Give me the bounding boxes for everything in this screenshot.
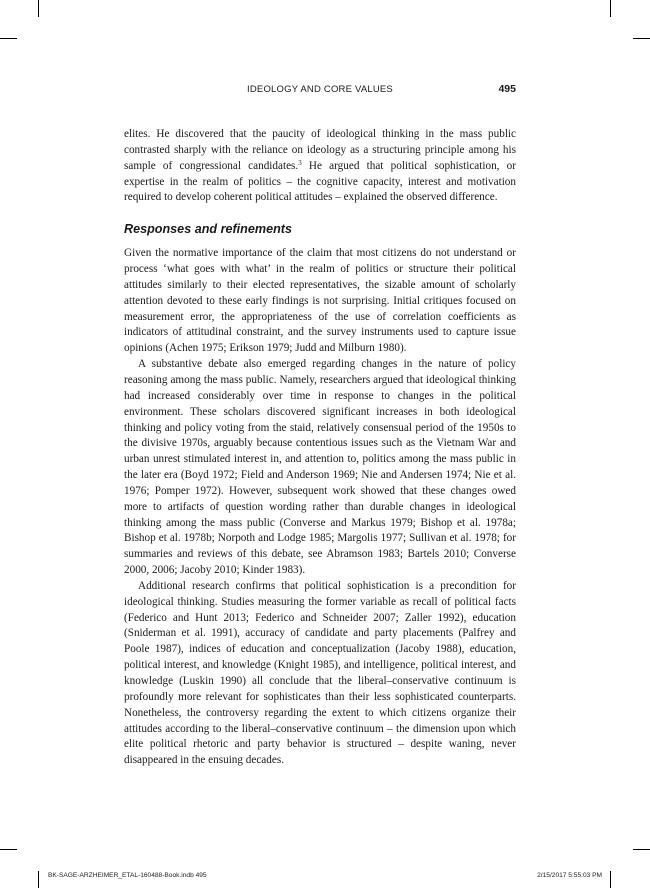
crop-mark <box>38 871 39 888</box>
running-head <box>124 82 516 98</box>
section-heading: Responses and refinements <box>124 222 292 237</box>
print-timestamp: 2/15/2017 5:55:03 PM <box>537 872 602 879</box>
paragraph: Given the normative importance of the claim that most citizens do not understand or process ‘what goes with what’ in the realm of politics or structure their political attitudes similarly to their elected representatives, the sizable amount of scholarly attention devoted to these early findings is not surprising. Initial critiques focused on measurement error, the appropriateness of the use of correlation coefficients as indicators of attitudinal constraint, and the survey instruments used to capture issue opinions (Achen 1975; Erikson 1979; Judd and Milburn 1980). <box>124 247 516 355</box>
paragraph: Additional research confirms that political sophistication is a precondition for ideological thinking. Studies measuring the former variable as recall of political facts (Federico and Hunt 2013; Federico and Schneider 2007; Zaller 1992), education (Sniderman et al. 1991), accuracy of candidate and party placements (Palfrey and Poole 1987), indices of education and conceptualization (Jacoby 1988), education, political interest, and knowledge (Knight 1985), and intelligence, political interest, and knowledge (Luskin 1990) all conclude that the liberal–conservative continuum is profoundly more relevant for sophisticates than their less sophisticated counterparts. Nonetheless, the controversy regarding the extent to which citizens organize their attitudes according to the liberal–conservative continuum – the dimension upon which elite political rhetoric and party behavior is structured – despite waning, never disappeared in the ensuing decades. <box>124 579 516 767</box>
crop-mark <box>633 38 650 39</box>
crop-mark <box>38 0 39 17</box>
paragraph <box>124 127 516 206</box>
page-number: 495 <box>498 83 516 95</box>
crop-mark <box>633 849 650 850</box>
crop-mark <box>610 871 611 888</box>
paragraph-text: He argued that political sophistication, or expertise in the realm of politics – the cognitive capacity, interest and motivation required to develop coherent political attitudes – explained the observed difference. <box>124 159 516 204</box>
crop-mark <box>610 0 611 17</box>
paragraph: A substantive debate also emerged regarding changes in the nature of policy reasoning among the mass public. Namely, researchers argued that ideological thinking had increased considerably over time in response to changes in the political environment. These scholars discovered significant increases in both ideological thinking and policy voting from the staid, relatively consensual period of the 1950s to the divisive 1970s, arguably because contentious issues such as the Vietnam War and urban unrest stimulated interest in, and attention to, politics among the mass public in the later era (Boyd 1972; Field and Anderson 1969; Nie and Andersen 1974; Nie et al. 1976; Pomper 1972). However, subsequent work showed that these changes owed more to artifacts of question wording rather than durable changes in ideological thinking among the mass public (Converse and Markus 1979; Bishop et al. 1978a; Bishop et al. 1978b; Norpoth and Lodge 1985; Margolis 1977; Sullivan et al. 1978; for summaries and reviews of this debate, see Abramson 1983; Bartels 2010; Converse 2000, 2006; Jacoby 2010; Kinder 1983). <box>124 358 516 577</box>
footnote-marker[interactable]: 3 <box>298 158 302 167</box>
file-slug: BK-SAGE-ARZHEIMER_ETAL-160488-Book.indb 495 <box>48 872 207 879</box>
paragraph-text: elites. He discovered that the paucity of ideological thinking in the mass public contrasted sharply with the reliance on ideology as a structuring principle among his sample of congressional candidates. <box>124 128 516 172</box>
running-title: IDEOLOGY AND CORE VALUES <box>247 84 393 95</box>
crop-mark <box>0 849 17 850</box>
crop-mark <box>0 38 17 39</box>
body-text <box>124 127 516 769</box>
